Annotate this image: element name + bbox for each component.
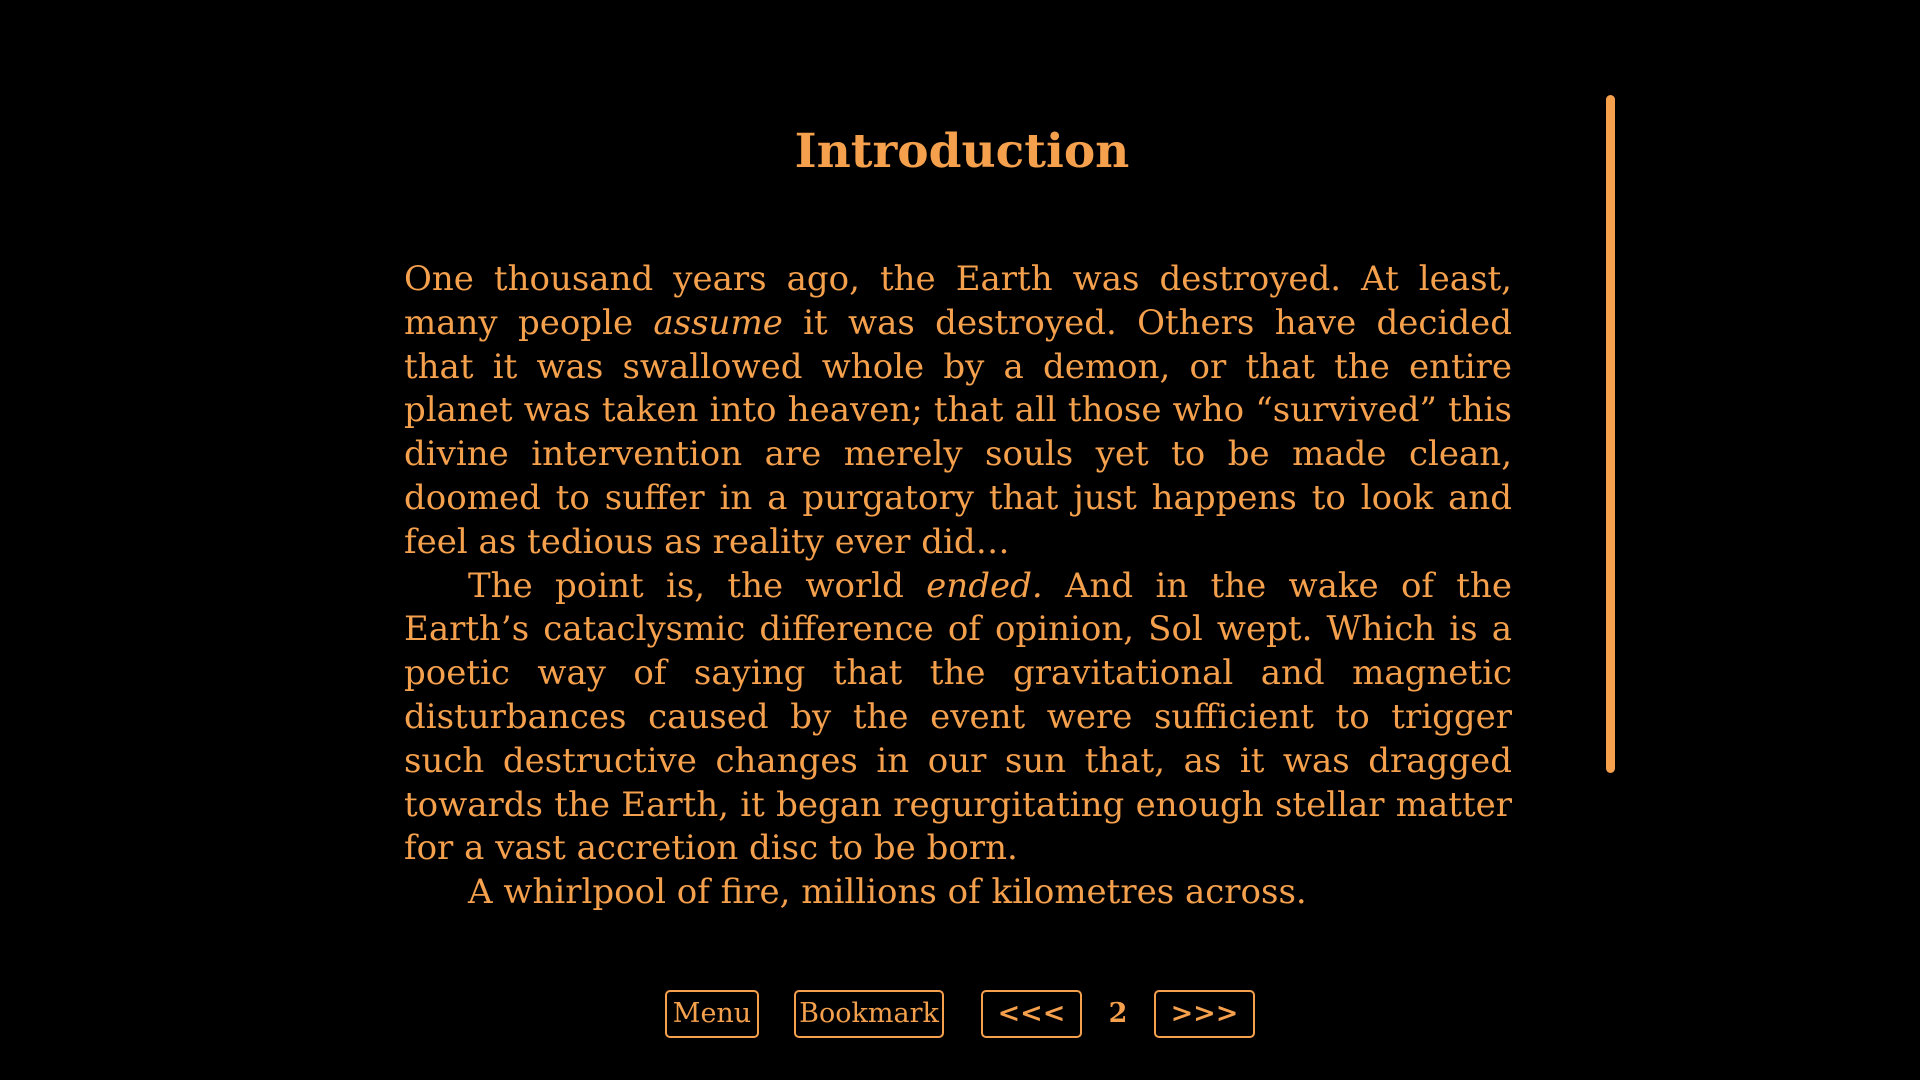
story-paragraph-1-emphasis: assume <box>653 302 783 343</box>
bookmark-button[interactable]: Bookmark <box>794 990 944 1038</box>
page-number: 2 <box>1108 998 1128 1029</box>
next-page-button[interactable]: >>> <box>1154 990 1255 1038</box>
story-paragraph-2-end: And in the wake of the Earth’s cataclysmic difference of opinion, Sol wept. Which is a poetic way of saying that the gravitational and magnetic disturbances caused by the event were sufficient to trigger such destructive changes in our sun that, as it was dragged towards the Earth, it began regurgitating enough stellar matter for a vast accretion disc to be born. <box>404 565 1512 869</box>
story-text <box>404 258 1512 915</box>
story-paragraph-1-end: it was destroyed. Others have decided that it was swallowed whole by a demon, or that the entire planet was taken into heaven; that all those who “survived” this divine intervention are merely souls yet to be made clean, doomed to suffer in a purgatory that just happens to look and feel as tedious as reality ever did… <box>404 302 1512 562</box>
story-paragraph-3: A whirlpool of fire, millions of kilometres across. <box>468 872 1307 913</box>
previous-page-button[interactable]: <<< <box>981 990 1082 1038</box>
story-paragraph-2 <box>404 565 1512 872</box>
story-paragraph-1 <box>404 258 1512 565</box>
story-paragraph-2-start: The point is, the world <box>468 565 927 606</box>
scroll-bar[interactable] <box>1606 95 1615 773</box>
menu-button[interactable]: Menu <box>665 990 759 1038</box>
chapter-title: Introduction <box>794 124 1130 179</box>
story-paragraph-2-emphasis: ended. <box>926 565 1043 606</box>
story-paragraph-1-start: One thousand years ago, the Earth was destroyed. At least, many people <box>404 259 1512 343</box>
